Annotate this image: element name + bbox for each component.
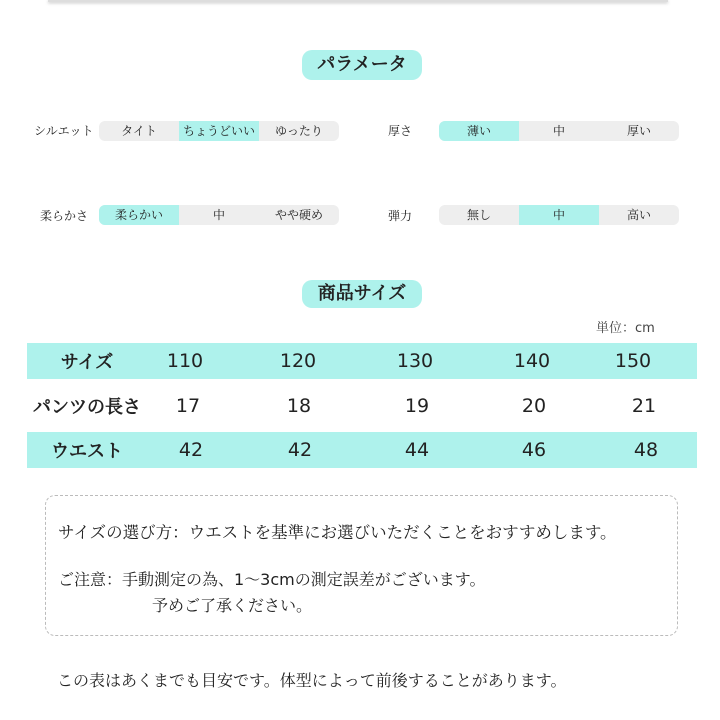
param-option: タイト: [121, 124, 157, 138]
param-label-thickness: 厚さ: [388, 124, 413, 138]
param-option: 無し: [466, 208, 491, 222]
param-bar-thickness: [439, 121, 679, 141]
table-cell: 17: [175, 395, 201, 417]
param-label-softness: 柔らかさ: [40, 209, 89, 223]
unit-label: 単位：cm: [596, 321, 655, 336]
param-bar-silhouette: [99, 121, 339, 141]
note-caution-cont: 予めご了承ください。: [152, 596, 313, 615]
table-cell: 42: [287, 439, 313, 461]
table-cell: 48: [633, 439, 659, 461]
param-option: ゆったり: [275, 124, 323, 138]
table-cell: 44: [404, 439, 430, 461]
param-option-selected: 中: [519, 205, 599, 225]
table-cell: 140: [513, 350, 551, 372]
table-cell: 21: [631, 395, 657, 417]
param-bar-elasticity: [439, 205, 679, 225]
size-table-title: 商品サイズ: [302, 280, 422, 308]
table-cell: 19: [404, 395, 430, 417]
row-label: パンツの長さ: [33, 397, 141, 418]
note-caution: ご注意：手動測定の為、1～3cmの測定誤差がございます。: [58, 570, 486, 589]
param-label-silhouette: シルエット: [34, 124, 94, 138]
top-divider: [48, 0, 668, 2]
param-option: 中: [552, 124, 565, 138]
table-cell: 20: [521, 395, 547, 417]
param-option: 厚い: [626, 124, 651, 138]
table-row-length: [27, 388, 697, 424]
row-label: ウエスト: [51, 441, 123, 462]
parameters-title: パラメータ: [302, 50, 422, 80]
param-option: 中: [212, 208, 225, 222]
param-bar-softness: [99, 205, 339, 225]
notes-box: [45, 495, 678, 636]
table-cell: 150: [614, 350, 652, 372]
row-label: サイズ: [60, 352, 114, 373]
table-row-size: [27, 343, 697, 379]
param-option-selected: 柔らかい: [99, 205, 179, 225]
table-row-waist: [27, 432, 697, 468]
param-option-selected: 薄い: [439, 121, 519, 141]
param-label-elasticity: 弾力: [388, 209, 413, 223]
footer-note: この表はあくまでも目安です。体型によって前後することがあります。: [57, 671, 567, 690]
table-cell: 110: [166, 350, 204, 372]
note-size-guide: サイズの選び方：ウエストを基準にお選びいただくことをおすすめします。: [58, 523, 617, 542]
param-option-selected: ちょうどいい: [179, 121, 259, 141]
table-cell: 46: [521, 439, 547, 461]
param-option: やや硬め: [274, 208, 323, 222]
table-cell: 18: [286, 395, 312, 417]
table-cell: 42: [178, 439, 204, 461]
table-cell: 130: [396, 350, 434, 372]
param-option: 高い: [626, 208, 651, 222]
table-cell: 120: [279, 350, 317, 372]
